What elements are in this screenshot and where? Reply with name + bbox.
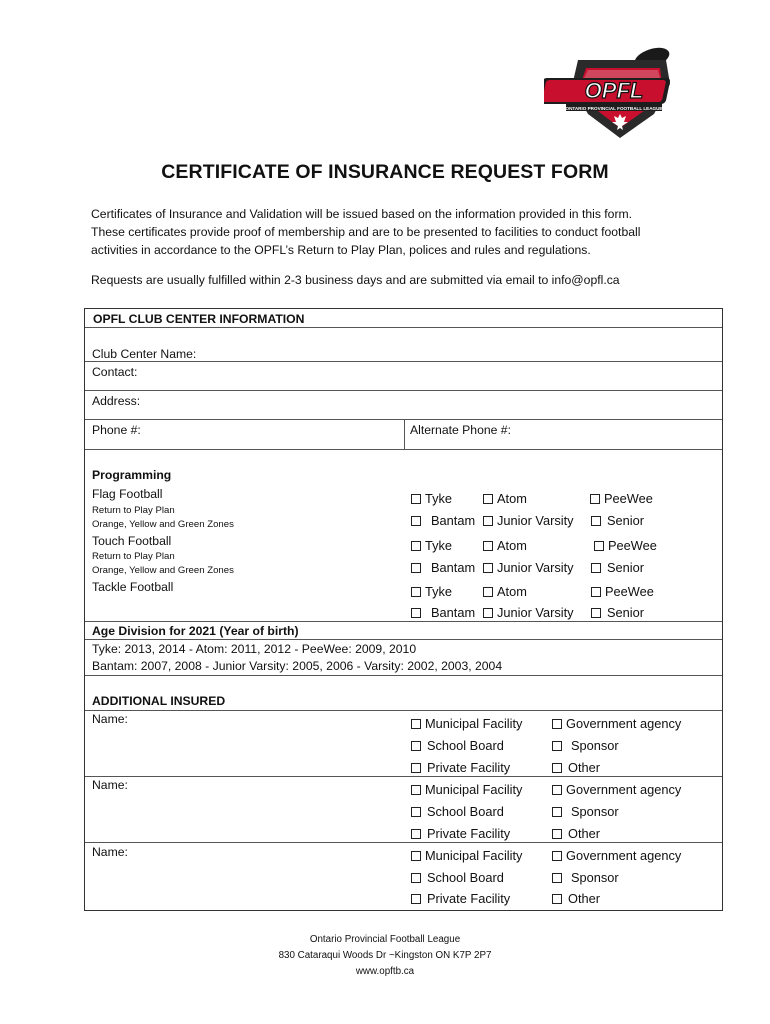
flag-bantam-checkbox[interactable]: Bantam	[411, 513, 475, 528]
form-title: CERTIFICATE OF INSURANCE REQUEST FORM	[161, 161, 609, 183]
touch-junior-checkbox[interactable]: Junior Varsity	[483, 560, 574, 575]
checkbox-icon	[552, 873, 562, 883]
flag-peewee-checkbox[interactable]: PeeWee	[590, 491, 653, 506]
checkbox-icon	[594, 541, 604, 551]
logo-text: OPFL	[584, 78, 644, 103]
checkbox-icon	[483, 541, 493, 551]
zones-note: Orange, Yellow and Green Zones	[92, 565, 234, 576]
checkbox-icon	[483, 608, 493, 618]
alt-phone-label: Alternate Phone #:	[410, 423, 511, 437]
tackle-peewee-checkbox[interactable]: PeeWee	[591, 584, 654, 599]
flag-football-label: Flag Football	[92, 487, 163, 501]
footer-website[interactable]: www.opftb.ca	[355, 966, 415, 977]
checkbox-icon	[552, 741, 562, 751]
touch-bantam-checkbox[interactable]: Bantam	[411, 560, 475, 575]
checkbox-icon	[411, 741, 421, 751]
request-note: Requests are usually fulfilled within 2-3 business days and are submitted via email to info@opfl.ca	[91, 273, 620, 287]
checkbox-icon	[552, 829, 562, 839]
checkbox-icon	[411, 763, 421, 773]
zones-note: Orange, Yellow and Green Zones	[92, 519, 234, 530]
government-checkbox[interactable]: Government agency	[552, 848, 681, 863]
touch-atom-checkbox[interactable]: Atom	[483, 538, 527, 553]
school-checkbox[interactable]: School Board	[411, 738, 504, 753]
checkbox-icon	[411, 894, 421, 904]
tackle-bantam-checkbox[interactable]: Bantam	[411, 605, 475, 620]
checkbox-icon	[591, 608, 601, 618]
intro-line: activities in accordance to the OPFL’s Return to Play Plan, polices and rules and regulations.	[91, 243, 591, 257]
sponsor-checkbox[interactable]: Sponsor	[552, 738, 619, 753]
age-line: Tyke: 2013, 2014 - Atom: 2011, 2012 - PeeWee: 2009, 2010	[92, 642, 417, 656]
touch-peewee-checkbox[interactable]: PeeWee	[594, 538, 657, 553]
intro-text	[91, 205, 691, 259]
checkbox-icon	[411, 829, 421, 839]
checkbox-icon	[483, 516, 493, 526]
name-label: Name:	[92, 778, 128, 792]
footer-address: 830 Cataraqui Woods Dr ~Kingston ON K7P 2P7	[278, 950, 492, 961]
checkbox-icon	[411, 587, 421, 597]
tackle-tyke-checkbox[interactable]: Tyke	[411, 584, 452, 599]
tackle-football-label: Tackle Football	[92, 580, 174, 594]
private-checkbox[interactable]: Private Facility	[411, 891, 510, 906]
flag-atom-checkbox[interactable]: Atom	[483, 491, 527, 506]
checkbox-icon	[552, 785, 562, 795]
school-checkbox[interactable]: School Board	[411, 870, 504, 885]
checkbox-icon	[411, 516, 421, 526]
touch-football-label: Touch Football	[92, 534, 172, 548]
opfl-logo	[544, 44, 684, 140]
footer	[0, 932, 770, 980]
other-checkbox[interactable]: Other	[552, 891, 600, 906]
checkbox-icon	[411, 719, 421, 729]
checkbox-icon	[590, 494, 600, 504]
age-division-heading: Age Division for 2021 (Year of birth)	[92, 624, 299, 638]
club-info-heading: OPFL CLUB CENTER INFORMATION	[93, 312, 305, 326]
address-label: Address:	[92, 394, 141, 408]
programming-heading: Programming	[92, 468, 172, 482]
municipal-checkbox[interactable]: Municipal Facility	[411, 716, 522, 731]
checkbox-icon	[552, 763, 562, 773]
form-table	[84, 308, 723, 911]
tackle-senior-checkbox[interactable]: Senior	[591, 605, 644, 620]
other-checkbox[interactable]: Other	[552, 826, 600, 841]
checkbox-icon	[483, 587, 493, 597]
government-checkbox[interactable]: Government agency	[552, 782, 681, 797]
name-label: Name:	[92, 712, 128, 726]
touch-senior-checkbox[interactable]: Senior	[591, 560, 644, 575]
name-label: Name:	[92, 845, 128, 859]
private-checkbox[interactable]: Private Facility	[411, 826, 510, 841]
checkbox-icon	[411, 494, 421, 504]
tackle-junior-checkbox[interactable]: Junior Varsity	[483, 605, 574, 620]
intro-line: Certificates of Insurance and Validation will be issued based on the information provided in this form.	[91, 207, 633, 221]
checkbox-icon	[411, 873, 421, 883]
other-checkbox[interactable]: Other	[552, 760, 600, 775]
checkbox-icon	[591, 587, 601, 597]
flag-senior-checkbox[interactable]: Senior	[591, 513, 644, 528]
private-checkbox[interactable]: Private Facility	[411, 760, 510, 775]
checkbox-icon	[591, 516, 601, 526]
checkbox-icon	[483, 494, 493, 504]
government-checkbox[interactable]: Government agency	[552, 716, 681, 731]
flag-tyke-checkbox[interactable]: Tyke	[411, 491, 452, 506]
rtp-note: Return to Play Plan	[92, 551, 175, 562]
additional-insured-heading: ADDITIONAL INSURED	[92, 694, 226, 708]
phone-label: Phone #:	[92, 423, 141, 437]
flag-junior-checkbox[interactable]: Junior Varsity	[483, 513, 574, 528]
checkbox-icon	[411, 851, 421, 861]
checkbox-icon	[411, 807, 421, 817]
checkbox-icon	[483, 563, 493, 573]
touch-tyke-checkbox[interactable]: Tyke	[411, 538, 452, 553]
rtp-note: Return to Play Plan	[92, 505, 175, 516]
checkbox-icon	[552, 894, 562, 904]
checkbox-icon	[411, 563, 421, 573]
sponsor-checkbox[interactable]: Sponsor	[552, 804, 619, 819]
footer-org: Ontario Provincial Football League	[309, 934, 461, 945]
checkbox-icon	[552, 719, 562, 729]
logo-subtext: ONTARIO PROVINCIAL FOOTBALL LEAGUE	[565, 106, 663, 111]
checkbox-icon	[411, 541, 421, 551]
school-checkbox[interactable]: School Board	[411, 804, 504, 819]
checkbox-icon	[552, 851, 562, 861]
center-name-label: Club Center Name:	[92, 347, 197, 361]
checkbox-icon	[411, 785, 421, 795]
checkbox-icon	[591, 563, 601, 573]
age-line: Bantam: 2007, 2008 - Junior Varsity: 2005, 2006 - Varsity: 2002, 2003, 2004	[92, 659, 503, 673]
contact-label: Contact:	[92, 365, 138, 379]
checkbox-icon	[552, 807, 562, 817]
checkbox-icon	[411, 608, 421, 618]
tackle-atom-checkbox[interactable]: Atom	[483, 584, 527, 599]
sponsor-checkbox[interactable]: Sponsor	[552, 870, 619, 885]
intro-line: These certificates provide proof of membership and are to be presented to facilities to conduct football	[91, 225, 641, 239]
municipal-checkbox[interactable]: Municipal Facility	[411, 848, 522, 863]
municipal-checkbox[interactable]: Municipal Facility	[411, 782, 522, 797]
